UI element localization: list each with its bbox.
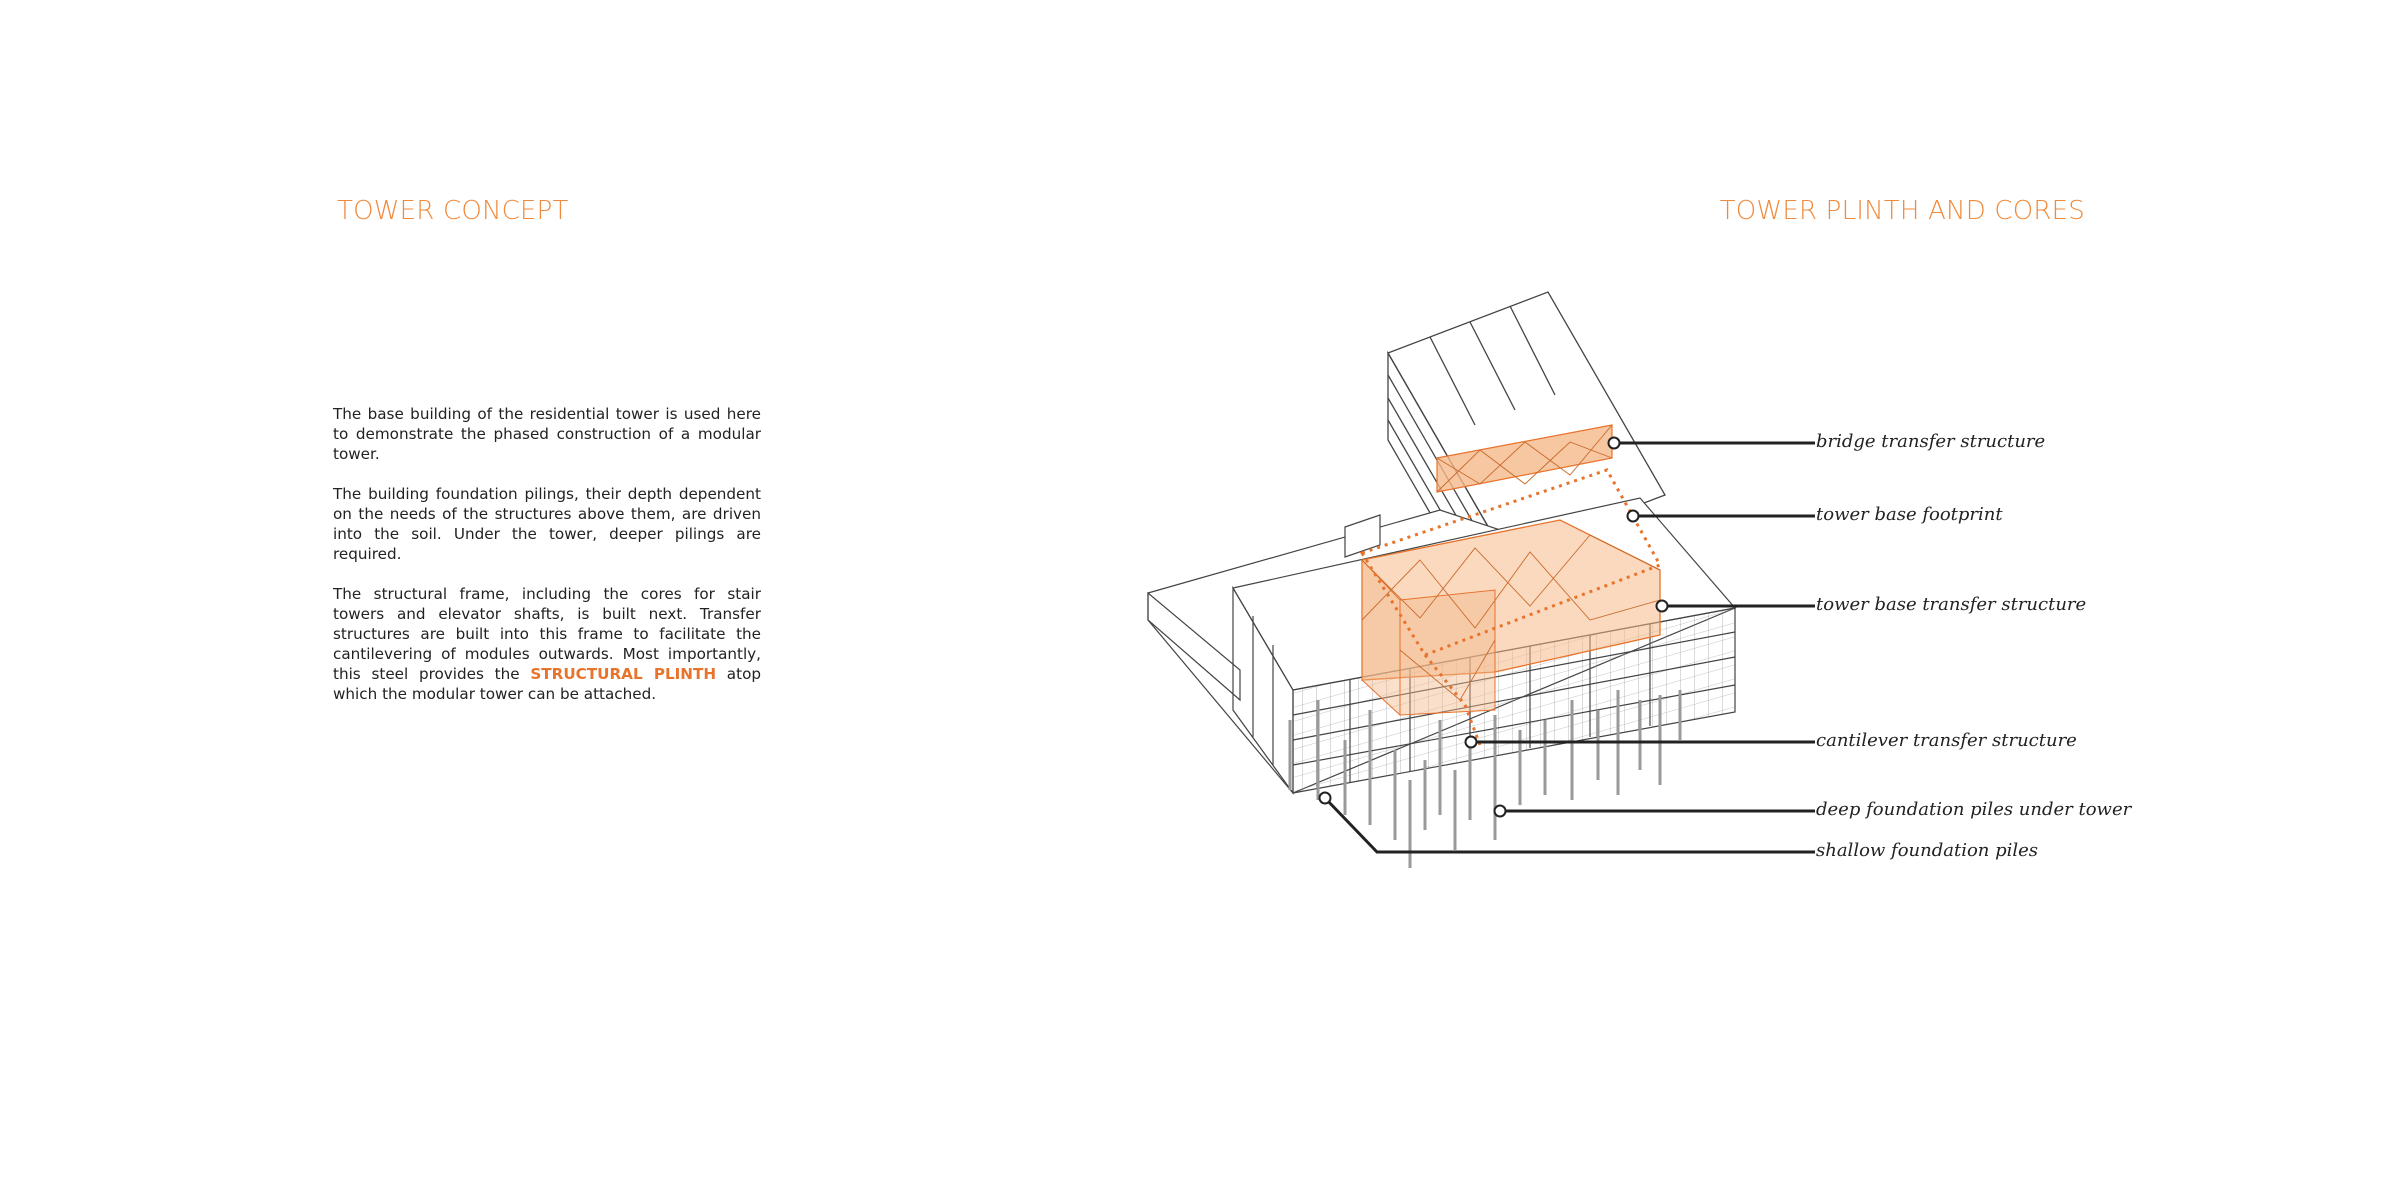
label-tower-base-footprint: tower base footprint [1816,504,2003,525]
label-shallow-foundation-piles: shallow foundation piles [1816,840,2039,861]
label-tower-base-transfer-structure: tower base transfer structure [1816,594,2087,615]
right-title: TOWER PLINTH AND CORES [1719,196,2085,226]
paragraph-1: The base building of the residential tower is used here to demonstrate the phased construction of a modular tower. [333,405,761,463]
paragraph-2: The building foundation pilings, their depth dependent on the needs of the structures above them, are driven into the soil. Under the tower, deeper pilings are required. [333,485,761,563]
structural-plinth-highlight: STRUCTURAL PLINTH [530,665,717,683]
paragraph-3-end: atop which the modular tower can be attached. [333,665,761,703]
left-title: TOWER CONCEPT [337,196,569,226]
label-bridge-transfer-structure: bridge transfer structure [1816,431,2046,452]
label-deep-foundation-piles: deep foundation piles under tower [1816,799,2132,820]
label-cantilever-transfer-structure: cantilever transfer structure [1816,730,2077,751]
paragraph-3-start: The structural frame, including the cores for stair towers and elevator shafts, is built next. Transfer structures are built into this frame to facilitate the cantilevering of modules outwards. Most importantly, this steel provides the [333,585,761,683]
